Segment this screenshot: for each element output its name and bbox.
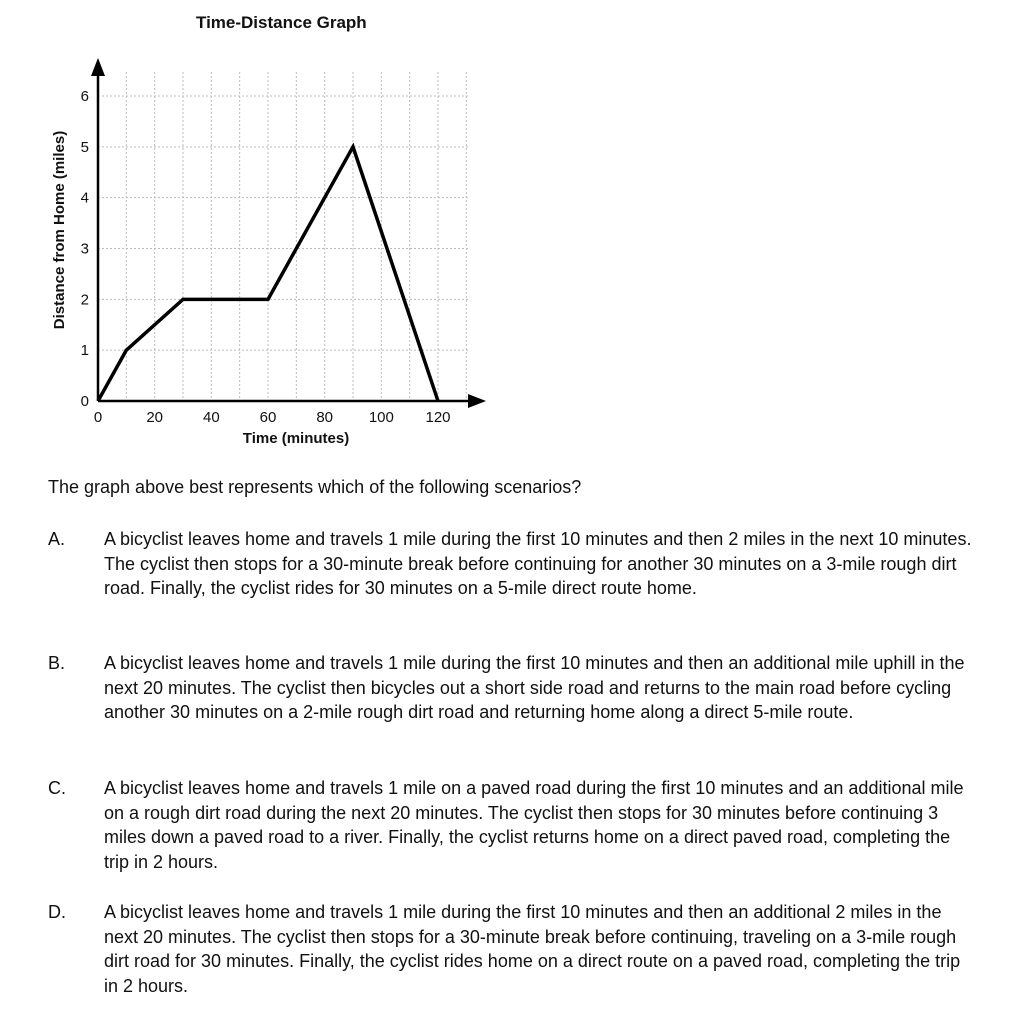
svg-text:3: 3 (80, 240, 89, 258)
svg-text:120: 120 (425, 409, 451, 426)
chart-grid (98, 72, 468, 401)
option-text: A bicyclist leaves home and travels 1 mile during the first 10 minutes and then 2 miles in the next 10 minutes. The cyclist then stops for a 30-minute break before continuing for another 30 minutes on a 3-mile rough dirt road. Finally, the cyclist rides for 30 minutes on a 5-mile direct route home. (104, 529, 972, 598)
svg-text:100: 100 (368, 409, 394, 426)
svg-text:1: 1 (80, 342, 89, 360)
svg-text:6: 6 (80, 88, 89, 105)
option-letter: A. (48, 529, 66, 549)
option-text: A bicyclist leaves home and travels 1 mile on a paved road during the first 10 minutes and an additional mile on a rough dirt road during the next 20 minutes. The cyclist then stops for 30 minutes before continuing 3 miles down a paved road to a river. Finally, the cyclist returns home on a direct paved road, completing the trip in 2 hours. (104, 778, 964, 872)
chart-title: Time-Distance Graph (196, 13, 367, 32)
svg-text:0: 0 (80, 393, 89, 410)
option-text: A bicyclist leaves home and travels 1 mile during the first 10 minutes and then an additional 2 miles in the next 20 minutes. The cyclist then stops for a 30-minute break before continuing, traveling on a 3-mile rough dirt road for 30 minutes. Finally, the cyclist rides home on a direct route on a paved road, completing the trip in 2 hours. (104, 902, 961, 996)
svg-text:5: 5 (80, 138, 89, 156)
chart-axes (91, 58, 486, 408)
svg-text:0: 0 (93, 409, 103, 426)
time-distance-chart (0, 0, 500, 460)
tick-labels (81, 88, 451, 426)
svg-text:80: 80 (316, 409, 334, 426)
option-text: A bicyclist leaves home and travels 1 mile during the first 10 minutes and then an additional mile uphill in the next 20 minutes. The cyclist then bicycles out a short side road and returns to the main road before cycling another 30 minutes on a 2-mile rough dirt road and returning home along a direct 5-mile route. (104, 653, 965, 722)
svg-text:40: 40 (202, 409, 220, 426)
option-letter: B. (48, 653, 66, 673)
option-letter: D. (48, 902, 66, 922)
svg-text:2: 2 (80, 291, 89, 309)
y-axis-label: Distance from Home (miles) (51, 130, 68, 330)
x-axis-label: Time (minutes) (242, 430, 350, 447)
svg-text:20: 20 (146, 409, 164, 426)
svg-text:4: 4 (80, 189, 89, 207)
svg-text:60: 60 (259, 409, 277, 426)
question-text: The graph above best represents which of the following scenarios? (48, 477, 582, 497)
option-letter: C. (48, 778, 66, 798)
